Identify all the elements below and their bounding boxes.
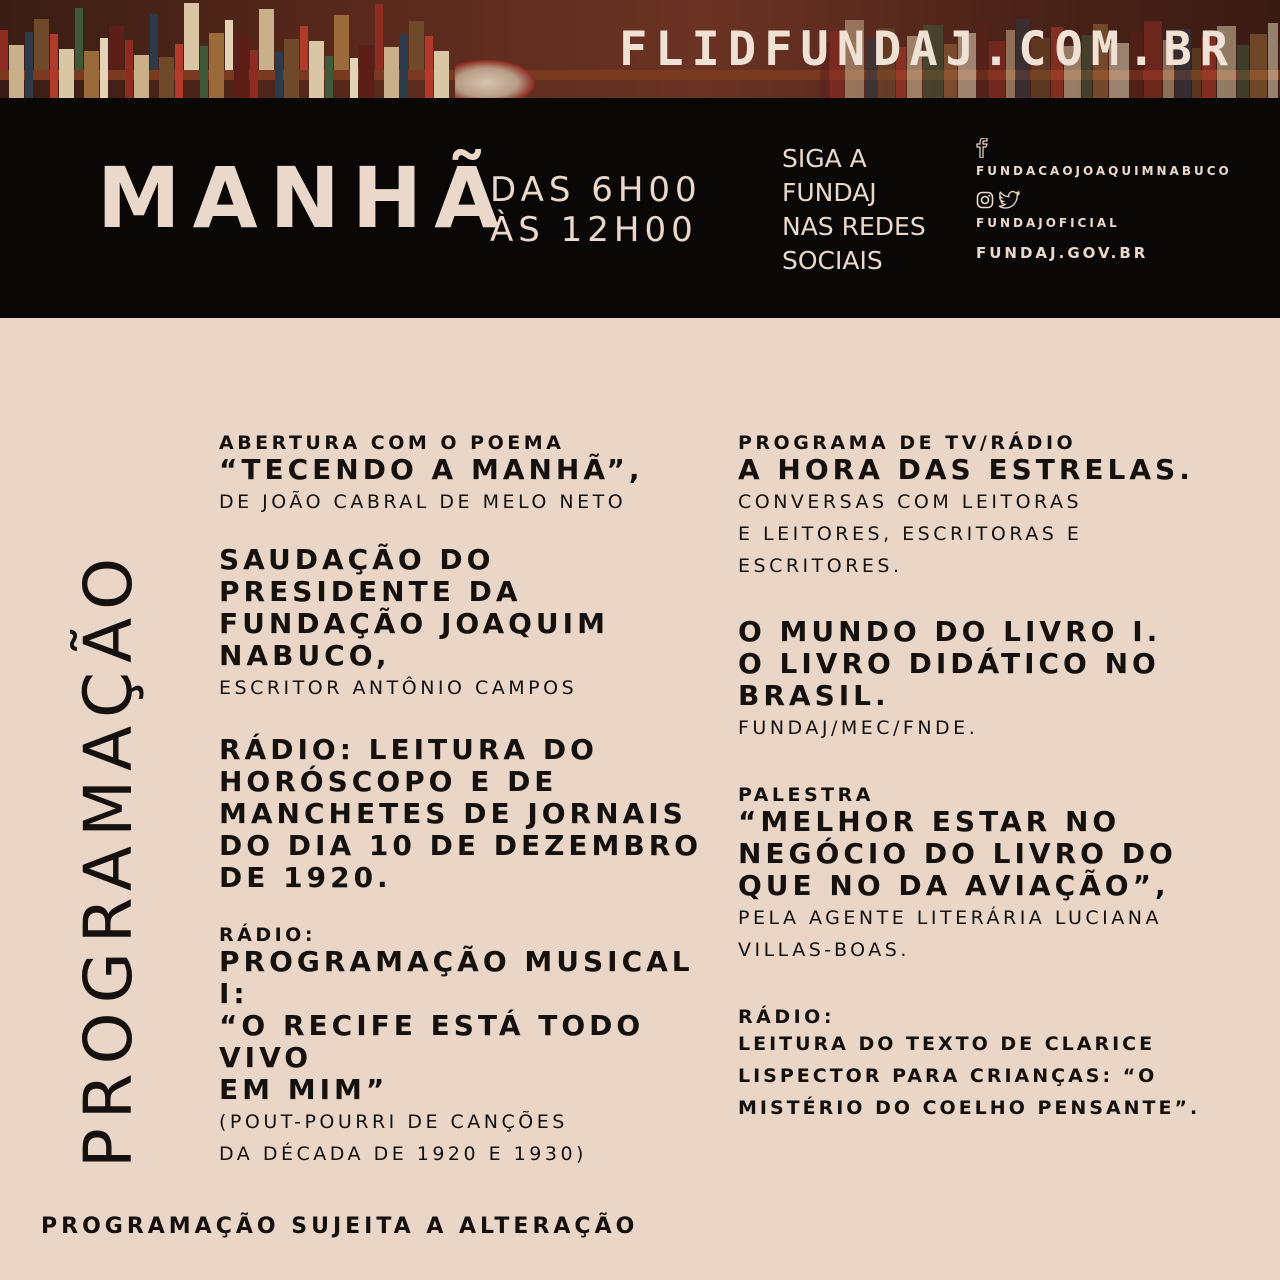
book-spine [150, 14, 158, 70]
book-spine [159, 57, 174, 98]
book-spine [34, 19, 49, 70]
social-prompt-line: SIGA A [782, 144, 867, 173]
book-spine [1250, 34, 1267, 98]
twitter-icon[interactable] [998, 191, 1020, 213]
book-spine [125, 40, 133, 98]
item-headline: PRESIDENTE DA [219, 575, 522, 608]
item-headline: PROGRAMAÇÃO MUSICAL I: [219, 945, 694, 1010]
item-headline: “MELHOR ESTAR NO [738, 805, 1121, 838]
item-kicker: RÁDIO: [738, 1006, 835, 1028]
instagram-twitter-row [976, 192, 1232, 212]
time-end: ÀS 12H00 [490, 210, 698, 250]
item-headline: FUNDAÇÃO JOAQUIM [219, 607, 609, 640]
book-spine [9, 45, 24, 98]
book-spine [325, 56, 333, 98]
site-url[interactable]: FLIDFUNDAJ.COM.BR [618, 22, 1236, 77]
item-detail: ESCRITORES. [738, 555, 903, 577]
item-detail: MISTÉRIO DO COELHO PENSANTE”. [738, 1097, 1201, 1119]
item-detail: DE JOÃO CABRAL DE MELO NETO [219, 491, 627, 513]
item-headline: NEGÓCIO DO LIVRO DO [738, 837, 1177, 870]
item-headline: BRASIL. [738, 679, 890, 712]
facebook-handle[interactable]: FUNDACAOJOAQUIMNABUCO [976, 164, 1232, 178]
item-detail: ESCRITOR ANTÔNIO CAMPOS [219, 677, 578, 699]
item-detail: LEITURA DO TEXTO DE CLARICE [738, 1033, 1156, 1055]
book-spine [425, 36, 433, 98]
item-detail: PELA AGENTE LITERÁRIA LUCIANA [738, 907, 1162, 929]
item-headline: SAUDAÇÃO DO [219, 543, 495, 576]
book-spine [175, 44, 183, 98]
book-spine [1237, 45, 1249, 98]
book-spine [350, 58, 358, 98]
book-spine [434, 51, 449, 98]
time-range [490, 170, 702, 250]
social-prompt-line: FUNDAJ [782, 178, 877, 207]
instagram-twitter-handle[interactable]: FUNDAJOFICIAL [976, 216, 1120, 230]
item-headline: O MUNDO DO LIVRO I. [738, 615, 1162, 648]
book-spine [209, 33, 224, 98]
book-spine [75, 8, 83, 70]
book-spine [334, 15, 349, 70]
bookshelf-photo [0, 0, 1280, 98]
social-links [976, 140, 1232, 262]
book-spine [50, 34, 58, 98]
book-spine [100, 38, 108, 98]
item-detail: CONVERSAS COM LEITORAS [738, 491, 1083, 513]
item-kicker: PROGRAMA DE TV/RÁDIO [738, 432, 1077, 454]
book-spine [250, 50, 258, 98]
social-prompt-line: SOCIAIS [782, 246, 883, 275]
program-item [219, 432, 719, 518]
program-vertical-title: PROGRAMAÇÃO [70, 548, 147, 1168]
book-spine [59, 49, 74, 98]
schedule-disclaimer: PROGRAMAÇÃO SUJEITA A ALTERAÇÃO [41, 1214, 639, 1239]
book-spine [400, 34, 408, 98]
item-headline: DO DIA 10 DE DEZEMBRO [219, 829, 703, 862]
book-spine [300, 26, 308, 70]
item-headline: QUE NO DA AVIAÇÃO”, [738, 869, 1170, 902]
item-headline: HORÓSCOPO E DE [219, 765, 558, 798]
item-headline: RÁDIO: LEITURA DO [219, 733, 598, 766]
book-spine [84, 51, 99, 98]
program-column-left [219, 432, 719, 1170]
book-spine [275, 52, 283, 98]
rooster-figurine [455, 60, 535, 98]
item-headline: DE 1920. [219, 861, 392, 894]
program-item [219, 924, 719, 1170]
book-spine [234, 35, 249, 98]
book-spine [109, 25, 124, 70]
item-headline: “O RECIFE ESTÁ TODO VIVO [219, 1009, 645, 1074]
item-detail: FUNDAJ/MEC/FNDE. [738, 717, 979, 739]
program-column-right [738, 432, 1218, 1124]
instagram-icon[interactable] [976, 191, 994, 213]
book-spine [1268, 23, 1278, 98]
social-prompt-line: NAS REDES [782, 212, 926, 241]
gov-website-link[interactable]: FUNDAJ.GOV.BR [976, 244, 1149, 262]
program-item [219, 734, 719, 894]
item-headline: O LIVRO DIDÁTICO NO [738, 647, 1160, 680]
item-kicker: PALESTRA [738, 784, 874, 806]
book-spine [384, 47, 399, 98]
program-item [219, 544, 719, 704]
program-item [738, 784, 1218, 966]
book-spine [375, 4, 383, 70]
program-item [738, 432, 1218, 582]
item-headline: “TECENDO A MANHÃ”, [219, 453, 644, 486]
facebook-icon[interactable] [976, 138, 988, 162]
item-headline: MANCHETES DE JORNAIS [219, 797, 687, 830]
program-item [738, 1006, 1218, 1124]
book-spine [134, 55, 149, 98]
item-detail: DA DÉCADA DE 1920 E 1930) [219, 1143, 587, 1165]
item-detail: E LEITORES, ESCRITORAS E [738, 523, 1083, 545]
item-kicker: ABERTURA COM O POEMA [219, 432, 565, 454]
book-spine [25, 32, 33, 98]
item-detail: VILLAS-BOAS. [738, 939, 910, 961]
book-spine [309, 41, 324, 98]
program-item [738, 616, 1218, 744]
item-detail: (POUT-POURRI DE CANÇÕES [219, 1111, 568, 1133]
social-prompt [782, 142, 926, 278]
facebook-row [976, 140, 1232, 160]
book-spine [0, 30, 8, 70]
header-band [0, 98, 1280, 318]
book-spine [225, 20, 233, 70]
item-headline: NABUCO, [219, 639, 391, 672]
book-spine [409, 21, 424, 70]
book-spine [200, 46, 208, 98]
item-kicker: RÁDIO: [219, 924, 316, 946]
book-spine [259, 9, 274, 70]
book-spine [359, 45, 374, 98]
time-start: DAS 6H00 [490, 170, 702, 210]
item-detail: LISPECTOR PARA CRIANÇAS: “O [738, 1065, 1158, 1087]
item-headline: EM MIM” [219, 1073, 389, 1106]
period-title: MANHÃ [97, 149, 512, 247]
item-headline: A HORA DAS ESTRELAS. [738, 453, 1194, 486]
book-spine [184, 3, 199, 70]
book-spine [284, 39, 299, 98]
